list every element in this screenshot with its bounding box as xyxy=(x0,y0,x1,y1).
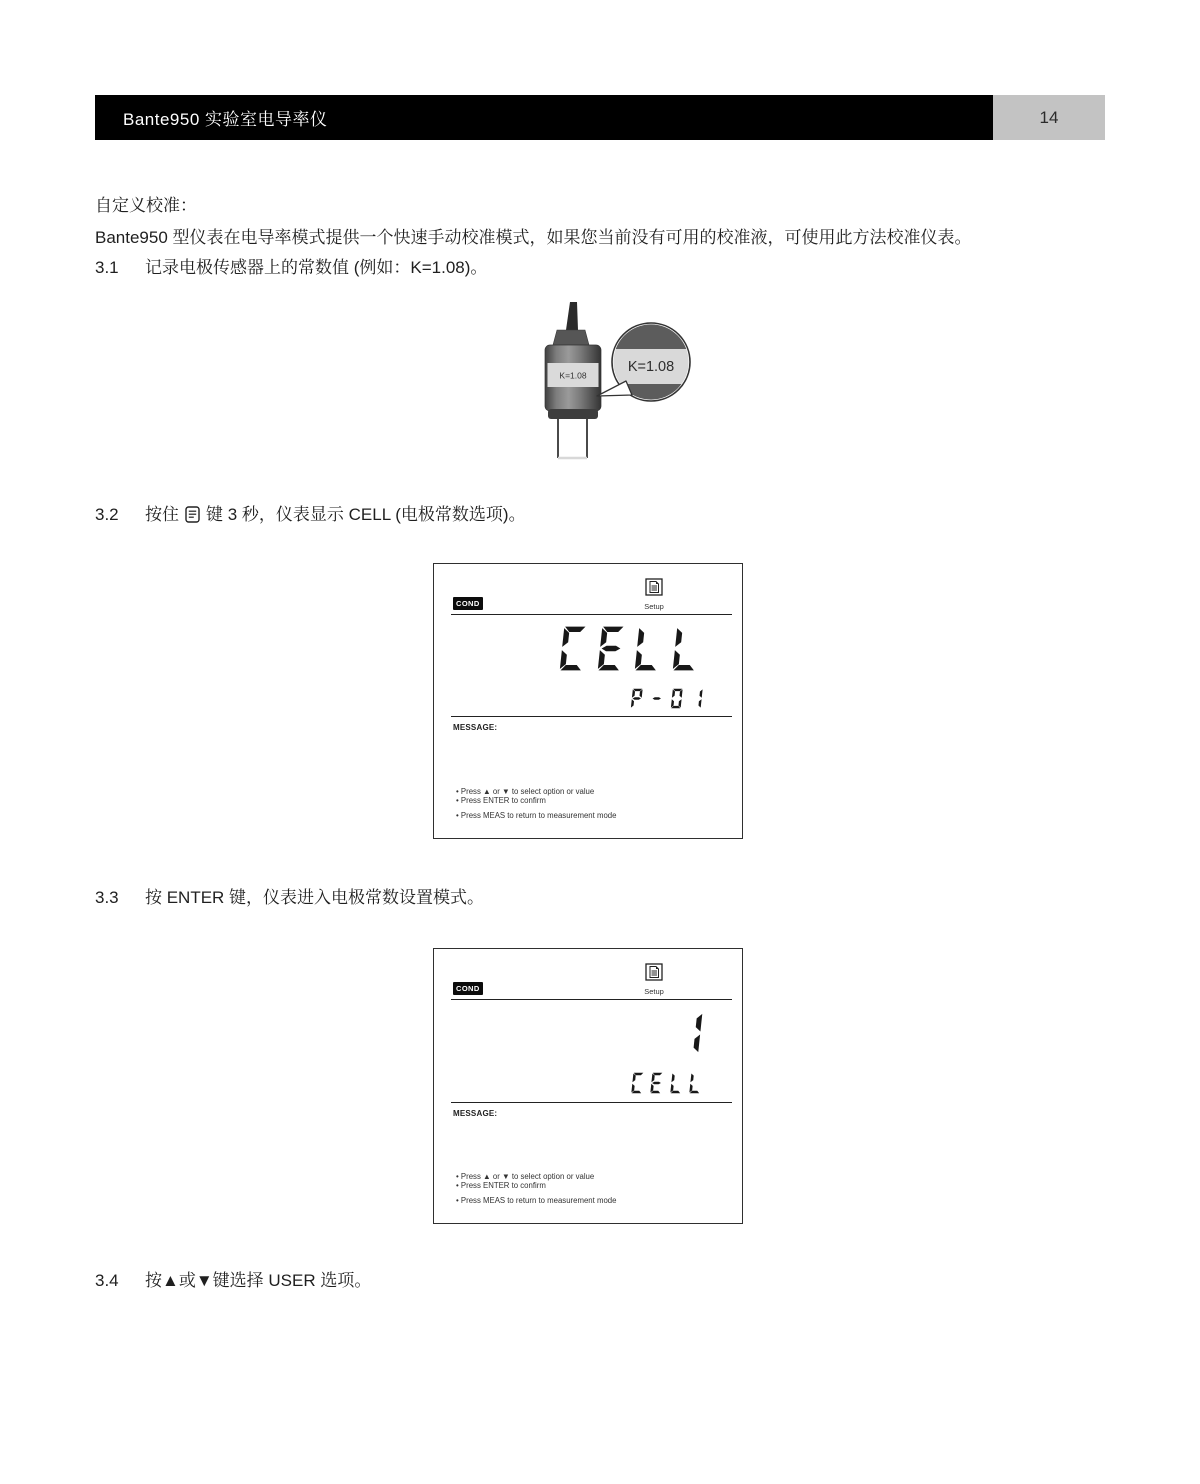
instruction-line: • Press MEAS to return to measurement mode xyxy=(456,1197,616,1206)
seven-segment-main-display xyxy=(554,625,709,672)
magnified-label-text: K=1.08 xyxy=(627,359,675,375)
message-label: MESSAGE: xyxy=(453,1109,498,1118)
lcd-divider-bottom xyxy=(451,1102,732,1103)
step-text-before-icon: 按住 xyxy=(145,505,179,524)
step-text: 记录电极传感器上的常数值 (例如：K=1.08)。 xyxy=(145,258,488,277)
step-number: 3.1 xyxy=(95,258,119,277)
lcd-panel-1-cell xyxy=(433,948,743,1224)
probe-label-text: K=1.08 xyxy=(559,370,587,381)
step-number: 3.4 xyxy=(95,1271,119,1290)
step-number: 3.3 xyxy=(95,888,119,907)
step-number: 3.2 xyxy=(95,505,119,524)
header-bar xyxy=(95,95,993,140)
seven-segment-main-display xyxy=(673,1011,711,1055)
setup-icon xyxy=(645,583,663,600)
setup-icon-label: Setup xyxy=(644,987,664,996)
page-number-badge: 14 xyxy=(993,95,1105,140)
intro-paragraph: Bante950 型仪表在电导率模式提供一个快速手动校准模式，如果您当前没有可用的校准液，可使用此方法校准仪表。 xyxy=(95,228,972,247)
setup-icon-label: Setup xyxy=(644,602,664,611)
instruction-line: • Press ENTER to confirm xyxy=(456,1182,616,1191)
step-text: 按▲或▼键选择 USER 选项。 xyxy=(145,1271,372,1290)
instruction-line: • Press ENTER to confirm xyxy=(456,797,616,806)
step-text: 按 ENTER 键，仪表进入电极常数设置模式。 xyxy=(145,888,485,907)
electrode-figure xyxy=(520,298,780,468)
step-3-3 xyxy=(95,888,484,908)
message-label: MESSAGE: xyxy=(453,723,498,732)
cond-mode-badge: COND xyxy=(453,597,483,610)
lcd-divider-top xyxy=(451,999,732,1000)
step-text-after-icon: 键 3 秒，仪表显示 CELL (电极常数选项)。 xyxy=(206,505,526,524)
document-setup-icon xyxy=(185,506,200,528)
step-3-4 xyxy=(95,1271,371,1291)
lcd-instructions xyxy=(456,788,616,821)
setup-icon xyxy=(645,968,663,985)
step-3-1 xyxy=(95,258,487,278)
lcd-divider-top xyxy=(451,614,732,615)
lcd-panel-cell-p01 xyxy=(433,563,743,839)
instruction-line: • Press ▲ or ▼ to select option or value xyxy=(456,1173,616,1182)
instruction-line: • Press MEAS to return to measurement mode xyxy=(456,812,616,821)
header-title: Bante950 实验室电导率仪 xyxy=(123,110,328,129)
probe-collar xyxy=(548,409,598,419)
custom-calibration-heading: 自定义校准： xyxy=(95,196,197,215)
lcd-divider-bottom xyxy=(451,716,732,717)
step-3-2 xyxy=(95,505,526,528)
seven-segment-sub-display xyxy=(627,688,709,709)
seven-segment-sub-display xyxy=(628,1072,707,1094)
bubble-tail xyxy=(597,381,632,396)
cond-mode-badge: COND xyxy=(453,982,483,995)
probe-neck xyxy=(553,330,589,345)
lcd-instructions xyxy=(456,1173,616,1206)
probe-cable xyxy=(566,302,578,330)
instruction-line: • Press ▲ or ▼ to select option or value xyxy=(456,788,616,797)
